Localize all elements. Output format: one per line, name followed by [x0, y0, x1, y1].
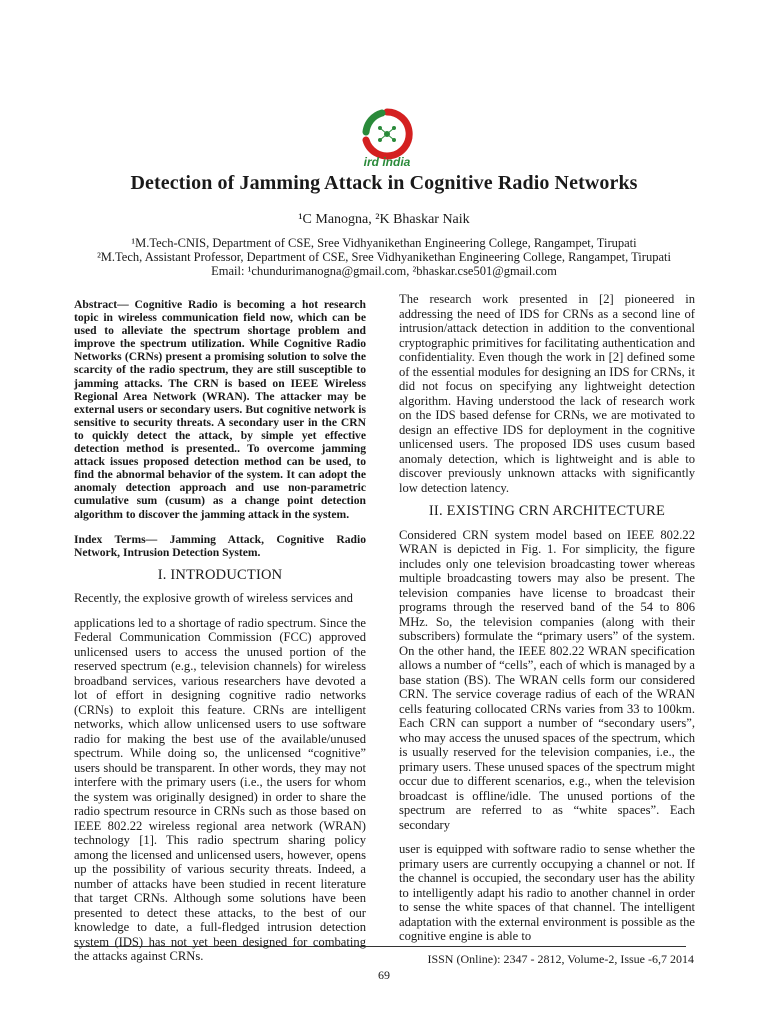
abstract	[74, 298, 366, 521]
index-terms-label: Index Terms—	[74, 532, 158, 546]
page-number: 69	[378, 968, 390, 982]
section-heading-existing-crn: II. EXISTING CRN ARCHITECTURE	[428, 503, 666, 519]
affiliation-2: ²M.Tech, Assistant Professor, Department of CSE, Sree Vidhyanikethan Engineering College, Rangampet, Tirupati	[97, 250, 671, 264]
footer-divider	[74, 946, 686, 947]
logo-graphic-icon	[352, 108, 422, 170]
intro-paragraph-2: applications led to a shortage of radio spectrum. Since the Federal Communication Commission (FCC) approved unlicensed users to access the unused portion of the reserved spectrum (e.g., television channels) for wireless broadband services, various researchers have devoted a lot of effort in designing cognitive radio networks (CRNs) to exploit this feature. CRNs are intelligent networks, which allow unlicensed users to use software radio for making the best use of the available/unused spectrum. While doing so, the unlicensed “cognitive” users should be transparent. In other words, they may not interfere with the primary users (i.e., the users for whom the system was originally designed) in order to share the radio spectrum resource in CRNs such as those based on IEEE 802.22 wireless regional area network (WRAN) technology [1]. This radio spectrum sharing policy among the licensed and unlicensed users, however, opens up the possibility of various security threats. Indeed, a number of attacks have been studied in recent literature that target CRNs. Although some solutions have been presented to detect these attacks, to the best of our knowledge to date, a full-fledged intrusion detection system (IDS) has not yet been designed for combating the attacks against CRNs.	[74, 615, 366, 964]
abstract-text: Cognitive Radio is becoming a hot research topic in wireless communication field now, which can be used to alleviate the spectrum shortage problem and improve the spectrum utilization. While Cognitive Radio Networks (CRNs) present a promising solution to solve the scarcity of the radio spectrum, they are still susceptible to jamming attacks. The CRN is based on IEEE Wireless Regional Area Network (WRAN). The attacker may be external users or secondary users. But cognitive network is sensitive to security threats. A secondary user in the CRN to quickly detect the attack, by simple yet effective detection method is presented.. To overcome jamming attack issues proposed detection method can be used, to find the abnormal behavior of the system. It can adopt the anomaly detection approach and use non-parametric cumulative sum (cusum) as a change point detection algorithm to discover the jamming attack in the system.	[74, 298, 366, 521]
abstract-label: Abstract—	[74, 298, 129, 311]
index-terms-text: Jamming Attack, Cognitive Radio Network, Intrusion Detection System.	[74, 532, 367, 559]
logo-text: ird india	[363, 155, 411, 169]
crn-paragraph-2: user is equipped with software radio to sense whether the primary users are currently occupying a channel or not. If the channel is occupied, the secondary user has the ability to intelligently adapt his radio to another channel in order to sense the white spaces of that channel. The intelligent adaptation with the external environment is possible as the cognitive engine is able to	[399, 842, 695, 943]
crn-paragraph-1: Considered CRN system model based on IEEE 802.22 WRAN is depicted in Fig. 1. For simplicity, the figure includes only one television broadcasting tower whereas multiple broadcasting towers may also be present. The television companies have license to broadcast their programs through the reserved band of the 54 to 806 MHz. So, the television companies (along with their subscribers) formulate the “primary users” of the system. On the other hand, the IEEE 802.22 WRAN specification allows a number of “cells”, each of which is managed by a base station (BS). The WRAN cells form our considered CRN. The service coverage radius of each of the WRAN cells featuring collocated CRNs varies from 33 to 100km. Each CRN can support a number of “secondary users”, who may access the unused spaces of the spectrum, which is usually reserved for the television companies, i.e., the primary users. These unused spaces of the spectrum might occur due to different scenarios, e.g., when the television broadcast is offline/idle. The unused portions of the spectrum are referred to as “white spaces”. Each secondary	[399, 527, 695, 832]
email-line: Email: ¹chundurimanogna@gmail.com, ²bhaskar.cse501@gmail.com	[211, 264, 557, 278]
paper-title: Detection of Jamming Attack in Cognitive Radio Networks	[130, 172, 638, 194]
affiliation-1: ¹M.Tech-CNIS, Department of CSE, Sree Vidhyanikethan Engineering College, Rangampet, Tirupati	[131, 236, 637, 250]
issn-line: ISSN (Online): 2347 - 2812, Volume-2, Issue -6,7 2014	[427, 952, 694, 966]
ird-india-logo	[352, 108, 422, 170]
intro-paragraph-1: Recently, the explosive growth of wireless services and	[74, 591, 353, 606]
left-column	[74, 298, 366, 970]
index-terms	[74, 533, 366, 559]
right-column	[399, 292, 695, 950]
authors: ¹C Manogna, ²K Bhaskar Naik	[298, 212, 470, 227]
section-heading-introduction: I. INTRODUCTION	[157, 566, 283, 583]
right-paragraph-1: The research work presented in [2] pioneered in addressing the need of IDS for CRNs as a second line of intrusion/attack detection in addition to the conventional cryptographic primitives for facilitating authentication and confidentiality. Even though the work in [2] defined some of the essential modules for designing an IDS for CRNs, it did not focus on specifying any lightweight detection algorithm. Having understood the lack of research work on the IDS based defense for CRNs, we are motivated to design an effective IDS for deployment in the cognitive unlicensed users. The proposed IDS uses cusum based anomaly detection, which is lightweight and is able to discover previously unknown attacks with significantly low detection latency.	[399, 292, 695, 495]
